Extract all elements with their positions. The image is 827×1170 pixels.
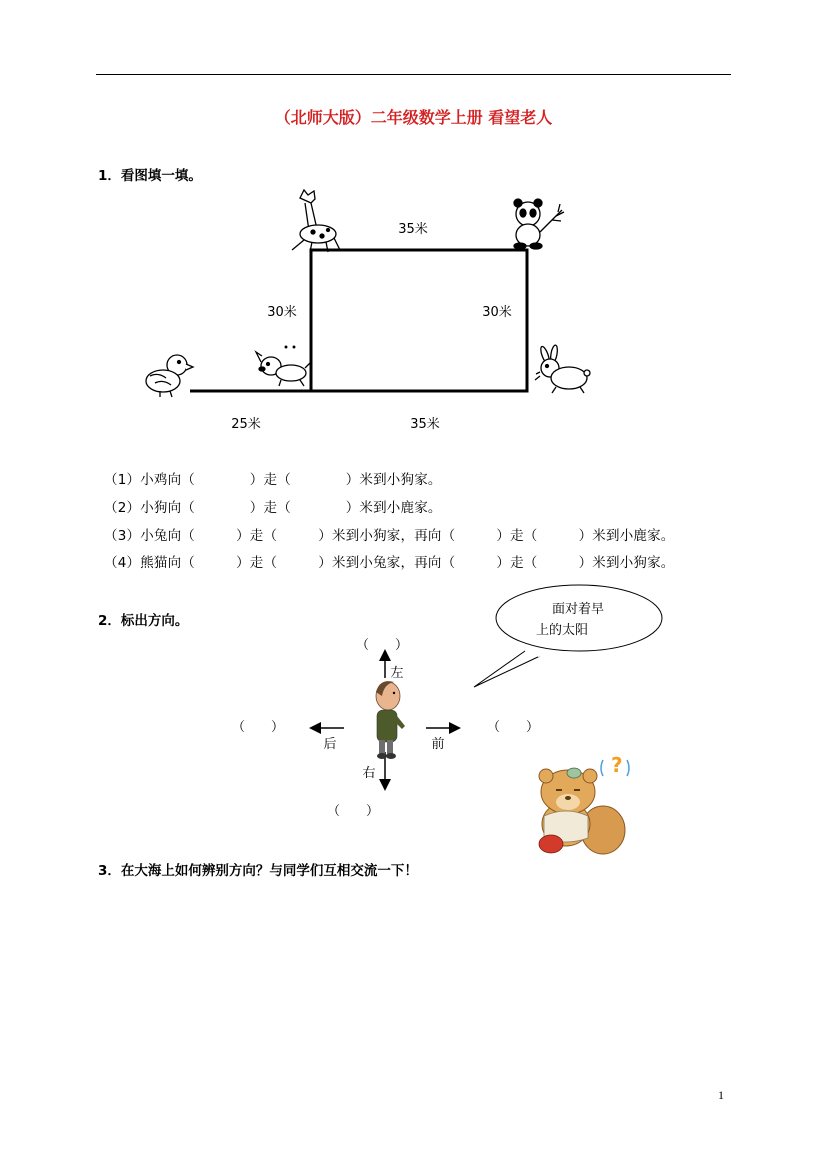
dir-up-label: 左 — [390, 666, 404, 681]
blank-up: （ ） — [355, 638, 409, 653]
q1-line-2: （2）小狗向（ ）走（ ）米到小鹿家。 — [104, 500, 442, 516]
speech-line-1: 面对着早 — [551, 602, 605, 617]
deer-icon — [292, 190, 340, 252]
question-mark-icon: ? — [611, 753, 623, 777]
panda-icon — [514, 199, 564, 249]
dir-right-label: 前 — [431, 737, 445, 752]
label-bottom-right-distance: 35米 — [410, 417, 440, 432]
label-left-side-distance: 30米 — [267, 305, 297, 320]
q1-line-4: （4）熊猫向（ ）走（ ）米到小兔家，再向（ ）走（ ）米到小狗家。 — [104, 555, 675, 571]
speech-bubble — [474, 585, 662, 687]
speech-line-2: 上的太阳 — [535, 623, 589, 638]
label-right-side-distance: 30米 — [482, 305, 512, 320]
blank-down: （ ） — [326, 804, 380, 819]
page-title: （北师大版）二年级数学上册 看望老人 — [274, 108, 553, 127]
blank-left: （ ） — [231, 720, 285, 735]
q1-line-1: （1）小鸡向（ ）走（ ）米到小狗家。 — [104, 472, 442, 488]
bear-icon — [539, 753, 629, 854]
q1-map-diagram — [0, 0, 827, 440]
q3-heading: 3．在大海上如何辨别方向？与同学们互相交流一下！ — [98, 863, 418, 879]
q1-heading: 1．看图填一填。 — [98, 168, 202, 184]
map-rectangle-path — [311, 250, 527, 391]
label-top-distance: 35米 — [398, 222, 428, 237]
q2-heading: 2．标出方向。 — [98, 613, 189, 629]
q1-line-3: （3）小兔向（ ）走（ ）米到小狗家，再向（ ）走（ ）米到小鹿家。 — [104, 528, 675, 544]
dir-down-label: 右 — [362, 766, 376, 781]
dir-left-label: 后 — [323, 737, 337, 752]
rabbit-icon — [535, 345, 590, 393]
label-bottom-left-distance: 25米 — [231, 417, 261, 432]
dog-icon — [256, 346, 311, 386]
boy-icon — [376, 681, 405, 759]
chick-icon — [146, 355, 193, 397]
blank-right: （ ） — [486, 720, 540, 735]
q2-direction-diagram — [0, 580, 827, 880]
page-number: 1 — [718, 1088, 724, 1102]
